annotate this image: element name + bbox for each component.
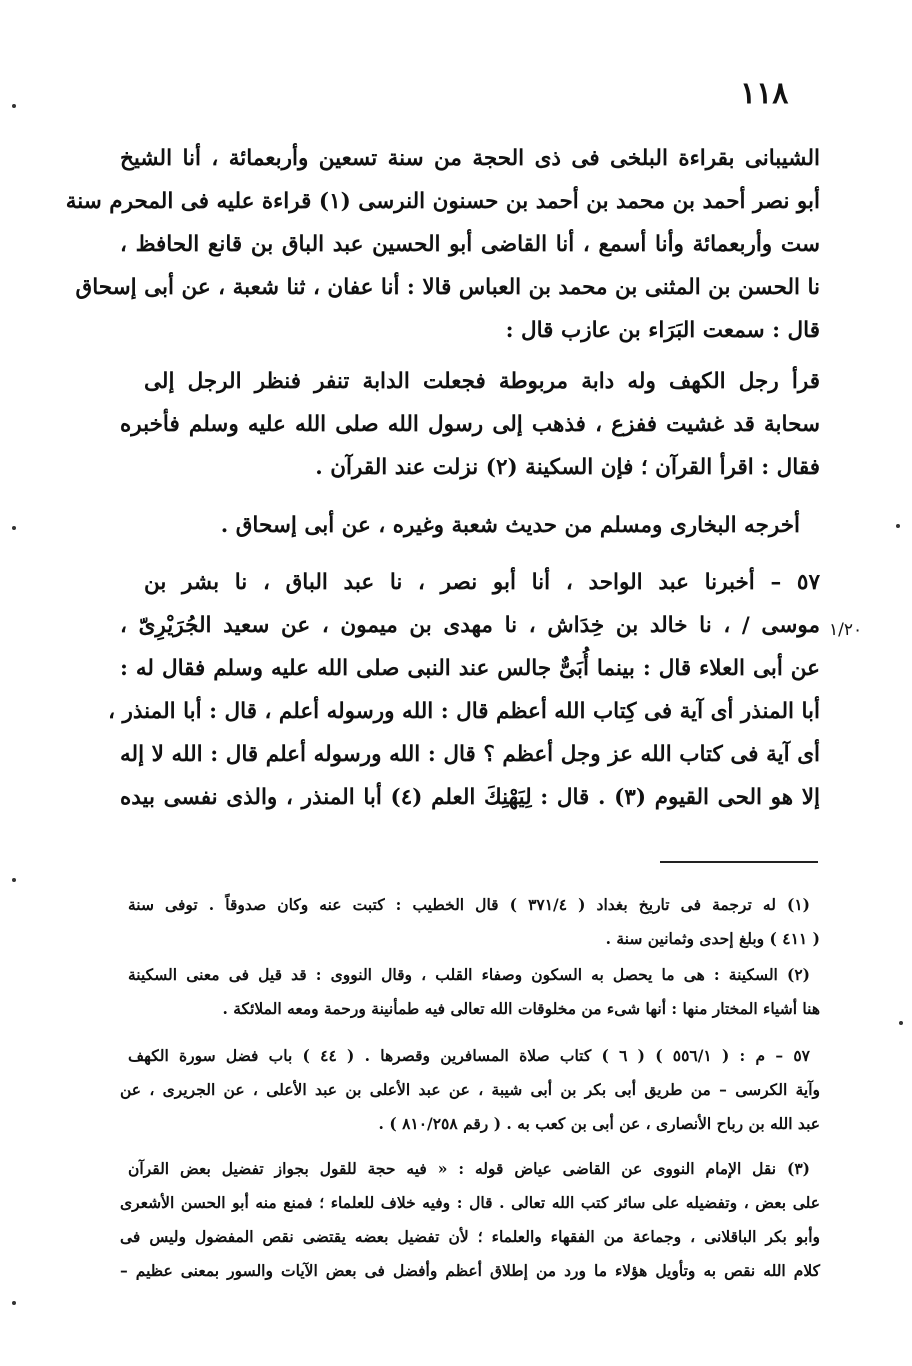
scan-speck [12, 878, 16, 882]
scan-speck [12, 1301, 16, 1305]
footnote-line: (٢) السكينة : هى ما يحصل به السكون وصفاء القلب ، وقال النووى : قد قيل فى معنى السكينة [128, 965, 810, 984]
body-line: قرأ رجل الكهف وله دابة مربوطة فجعلت الدابة تنفر فنظر الرجل إلى [144, 369, 820, 394]
body-line: نا الحسن بن المثنى بن محمد بن العباس قالا : أنا عفان ، ثنا شعبة ، عن أبى إسحاق [75, 275, 820, 300]
footnote-line: على بعض ، وتفضيله على سائر كتب الله تعالى . قال : وفيه خلاف للعلماء ؛ فمنع منه أبو الحسن الأشعرى [120, 1193, 820, 1212]
scan-speck [896, 524, 900, 528]
body-line: عن أبى العلاء قال : بينما أُبَىٌّ جالس عند النبى صلى الله عليه وسلم فقال له : [120, 656, 820, 681]
body-line: أخرجه البخارى ومسلم من حديث شعبة وغيره ، عن أبى إسحاق . [220, 513, 800, 538]
body-line: الشيبانى بقراءة البلخى فى ذى الحجة من سنة تسعين وأربعمائة ، أنا الشيخ [120, 146, 820, 171]
body-line: فقال : اقرأ القرآن ؛ فإن السكينة (٢) نزلت عند القرآن . [315, 455, 820, 480]
body-line: ست وأربعمائة وأنا أسمع ، أنا القاضى أبو الحسين عبد الباق بن قانع الحافظ ، [120, 232, 820, 257]
body-line: قال : سمعت البَرَاء بن عازب قال : [505, 318, 820, 343]
footnote-line: عبد الله بن رباح الأنصارى ، عن أبى بن كعب به . ( رقم ٨١٠/٢٥٨ ) . [378, 1114, 820, 1133]
footnote-line: (١) له ترجمة فى تاريخ بغداد ( ٣٧١/٤ ) قال الخطيب : كتبت عنه وكان صدوقاً . توفى سنة [128, 895, 810, 914]
footnote-line: هنا أشياء المختار منها : أنها شىء من مخلوقات الله تعالى فيه طمأنينة ورحمة ومعه الملائكة . [222, 999, 820, 1018]
footnote-line: كلام الله نقص به وتأويل هؤلاء ما ورد من إطلاق أعظم وأفضل فى بعض الآيات والسور بمعنى عظيم – [120, 1261, 820, 1280]
page-number: ١١٨ [740, 76, 789, 111]
footnote-line: وآية الكرسى – من طريق أبى بكر بن أبى شيبة ، عن عبد الأعلى بن عبد الأعلى ، عن الجريرى ، عن [120, 1080, 820, 1099]
footnote-line: (٣) نقل الإمام النووى عن القاضى عياض قوله : « فيه حجة للقول بجواز تفضيل بعض القرآن [128, 1159, 810, 1178]
body-line: ٥٧ – أخبرنا عبد الواحد ، أنا أبو نصر ، نا عبد الباق ، نا بشر بن [144, 570, 820, 595]
body-line: إلا هو الحى القيوم (٣) . قال : لِيَهْنِكَ العلم (٤) أبا المنذر ، والذى نفسى بيده [120, 785, 820, 810]
footnote-line: وأبو بكر الباقلانى ، وجماعة من الفقهاء والعلماء ؛ لأن تفضيل بعضه يقتضى نقص المفضول وليس فى [120, 1227, 820, 1246]
body-line: أبو نصر أحمد بن محمد بن أحمد بن حسنون النرسى (١) قراءة عليه فى المحرم سنة [65, 189, 820, 214]
margin-note: ١/٢٠ [829, 620, 863, 640]
body-line: أى آية فى كتاب الله عز وجل أعظم ؟ قال : الله ورسوله أعلم قال : الله لا إله [120, 742, 820, 767]
footnote-line: ٥٧ – م : ( ٥٥٦/١ ) ( ٦ ) كتاب صلاة المسافرين وقصرها . ( ٤٤ ) باب فضل سورة الكهف [128, 1046, 810, 1065]
scan-speck [12, 104, 16, 108]
body-line: موسى / ، نا خالد بن خِدَاش ، نا مهدى بن ميمون ، عن سعيد الجُرَيْرِىّ ، [120, 613, 820, 638]
footnote-separator [660, 861, 818, 863]
scan-speck [899, 1021, 903, 1025]
footnote-line: ( ٤١١ ) وبلغ إحدى وثمانين سنة . [605, 929, 820, 948]
body-line: سحابة قد غشيت ففزع ، فذهب إلى رسول الله صلى الله عليه وسلم فأخبره [120, 412, 820, 437]
body-line: أبا المنذر أى آية فى كِتاب الله أعظم قال : الله ورسوله أعلم ، قال : أبا المنذر ، [108, 699, 820, 724]
scan-speck [12, 526, 16, 530]
